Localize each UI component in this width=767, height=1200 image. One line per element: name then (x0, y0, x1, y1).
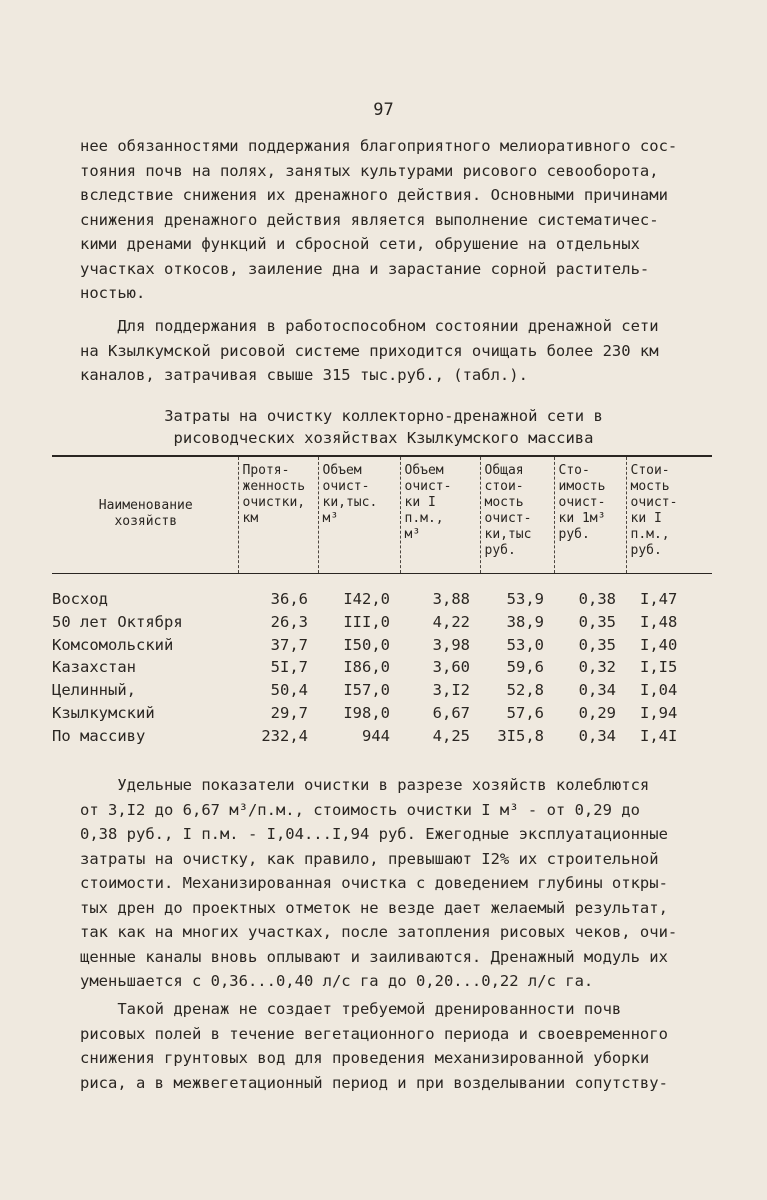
table-body (52, 574, 712, 748)
header-line: руб. (630, 543, 662, 558)
header-line: ки I (630, 511, 662, 526)
header-line: очистки, (242, 495, 306, 510)
value-cell: 3,60 (432, 658, 470, 677)
farm-name-cell: Комсомольский (52, 635, 174, 654)
value-cell: 50,4 (270, 681, 308, 700)
value-cell: 5I,7 (270, 658, 308, 677)
text-line: 0,38 руб., I п.м. - I,04...I,94 руб. Ежегодные эксплуатационные (80, 825, 668, 843)
value-cell: 26,3 (270, 612, 308, 631)
paragraph-3 (80, 773, 700, 994)
value-cell: 52,8 (506, 681, 544, 700)
header-line: Объем (322, 463, 362, 478)
farm-name-cell: 50 лет Октября (52, 612, 183, 631)
value-cell: I,47 (640, 590, 678, 608)
text-line: снижения грунтовых вод для проведения механизированной уборки (80, 1049, 650, 1067)
header-line: Наименование (98, 498, 193, 513)
header-line: очист- (558, 495, 606, 510)
text-line: Удельные показатели очистки в разрезе хозяйств колеблются (80, 776, 650, 794)
header-line: стои- (484, 479, 524, 494)
column-header-volume-per-meter (400, 456, 480, 574)
header-line: Общая (484, 463, 524, 478)
text-line: кими дренами функций и сбросной сети, обрушение на отдельных (80, 235, 640, 253)
header-line: км (242, 511, 259, 526)
text-line: от 3,I2 до 6,67 м³/п.м., стоимость очистки I м³ - от 0,29 до (80, 800, 640, 819)
value-cell: 3,88 (432, 590, 470, 608)
farm-name-cell: Казахстан (52, 658, 136, 677)
value-cell: 59,6 (506, 658, 544, 677)
value-cell: I98,0 (343, 703, 390, 722)
text-line: снижения дренажного действия является выполнение систематичес- (80, 210, 659, 229)
cost-table (52, 455, 712, 748)
value-cell: 4,25 (432, 726, 470, 745)
farm-name-cell: Восход (52, 590, 108, 608)
header-line: п.м., (630, 527, 670, 542)
value-cell: 944 (362, 726, 390, 745)
table-header-row (52, 456, 712, 574)
value-cell: I,40 (640, 635, 678, 654)
farm-name-cell: По массиву (52, 726, 146, 745)
table-row (52, 611, 712, 634)
value-cell: 0,38 (578, 590, 616, 608)
text-line: рисовых полей в течение вегетационного периода и своевременного (80, 1024, 668, 1043)
value-cell: 3,98 (432, 635, 470, 654)
header-line: Объем (404, 463, 444, 478)
value-cell: 36,6 (270, 590, 308, 608)
value-cell: 0,34 (578, 726, 616, 745)
value-cell: I,04 (640, 681, 678, 700)
value-cell: III,0 (343, 612, 390, 631)
header-line: м³ (322, 511, 339, 526)
text-line: так как на многих участках, после затопления рисовых чеков, очи- (80, 923, 678, 941)
text-line: нее обязанностями поддержания благоприятного мелиоративного сос- (80, 137, 678, 155)
header-line: очист- (404, 479, 452, 494)
value-cell: I,48 (640, 612, 678, 631)
table-row (52, 679, 712, 702)
table-row (52, 634, 712, 657)
header-line: очист- (484, 511, 532, 526)
text-line: щенные каналы вновь оплывают и заиливаются. Дренажный модуль их (80, 947, 668, 966)
column-header-volume (318, 456, 400, 574)
value-cell: 37,7 (270, 635, 308, 654)
column-header-total-cost (480, 456, 554, 574)
column-header-name (52, 456, 238, 574)
value-cell: 0,35 (578, 612, 616, 631)
header-line: мость (630, 479, 670, 494)
value-cell: 53,0 (506, 635, 544, 654)
value-cell: I57,0 (343, 681, 390, 700)
value-cell: I,I5 (640, 658, 678, 677)
header-line: хозяйств (114, 514, 178, 529)
value-cell: 3,I2 (432, 681, 470, 700)
value-cell: I86,0 (343, 658, 390, 677)
text-line: Для поддержания в работоспособном состоянии дренажной сети (80, 317, 659, 335)
header-line: руб. (484, 543, 516, 558)
text-line: на Кзылкумской рисовой системе приходится очищать более 230 км (80, 341, 659, 360)
header-line: мость (484, 495, 524, 510)
paragraph-4 (80, 997, 700, 1095)
header-line: п.м., (404, 511, 444, 526)
table-caption (0, 405, 767, 449)
column-header-length (238, 456, 318, 574)
table-row (52, 656, 712, 679)
text-line: каналов, затрачивая свыше 315 тыс.руб., (табл.). (80, 366, 528, 384)
table-row (52, 574, 712, 611)
value-cell: 57,6 (506, 703, 544, 722)
header-line: ки,тыс (484, 527, 532, 542)
header-line: Протя- (242, 463, 290, 478)
column-header-cost-per-m3 (554, 456, 626, 574)
column-header-cost-per-meter (626, 456, 712, 574)
header-line: Стои- (630, 463, 670, 478)
farm-name-cell: Целинный, (52, 681, 136, 700)
text-line: тых дрен до проектных отметок не везде дает желаемый результат, (80, 898, 668, 917)
header-line: очист- (630, 495, 678, 510)
value-cell: I,4I (640, 726, 678, 745)
page-number: 97 (373, 100, 394, 120)
header-line: ки 1м³ (558, 511, 606, 526)
text-line: стоимости. Механизированная очистка с доведением глубины откры- (80, 874, 668, 892)
header-line: ки I (404, 495, 436, 510)
paragraph-1 (80, 134, 700, 306)
value-cell: 38,9 (506, 612, 544, 631)
value-cell: 232,4 (261, 726, 308, 745)
data-table (52, 455, 712, 748)
header-line: руб. (558, 527, 590, 542)
value-cell: I42,0 (343, 590, 390, 608)
paragraph-2 (80, 314, 700, 388)
value-cell: 6,67 (432, 703, 470, 722)
header-line: ки,тыс. (322, 495, 378, 510)
caption-line: рисоводческих хозяйствах Кзылкумского массива (173, 429, 594, 447)
value-cell: 4,22 (432, 612, 470, 631)
caption-line: Затраты на очистку коллекторно-дренажной сети в (164, 407, 603, 425)
text-line: затраты на очистку, как правило, превышают I2% их строительной (80, 849, 659, 868)
text-line: уменьшается с 0,36...0,40 л/с га до 0,20...0,22 л/с га. (80, 972, 594, 990)
header-line: имость (558, 479, 606, 494)
text-line: Такой дренаж не создает требуемой дренированности почв (80, 1000, 622, 1018)
value-cell: 0,32 (578, 658, 616, 677)
farm-name-cell: Кзылкумский (52, 703, 155, 722)
text-line: ностью. (80, 284, 146, 302)
text-line: тояния почв на полях, занятых культурами рисового севооборота, (80, 161, 659, 180)
text-line: участках откосов, заиление дна и зарастание сорной раститель- (80, 259, 650, 278)
text-line: вследствие снижения их дренажного действия. Основными причинами (80, 186, 668, 204)
table-row (52, 725, 712, 748)
value-cell: 0,35 (578, 635, 616, 654)
value-cell: I,94 (640, 703, 678, 722)
text-line: риса, а в межвегетационный период и при возделывании сопутству- (80, 1073, 668, 1092)
header-line: очист- (322, 479, 370, 494)
value-cell: 53,9 (506, 590, 544, 608)
header-line: м³ (404, 527, 421, 542)
value-cell: 3I5,8 (497, 726, 544, 745)
value-cell: 29,7 (270, 703, 308, 722)
header-line: женность (242, 479, 306, 494)
value-cell: 0,29 (578, 703, 616, 722)
value-cell: 0,34 (578, 681, 616, 700)
table-row (52, 702, 712, 725)
value-cell: I50,0 (343, 635, 390, 654)
header-line: Сто- (558, 463, 590, 478)
